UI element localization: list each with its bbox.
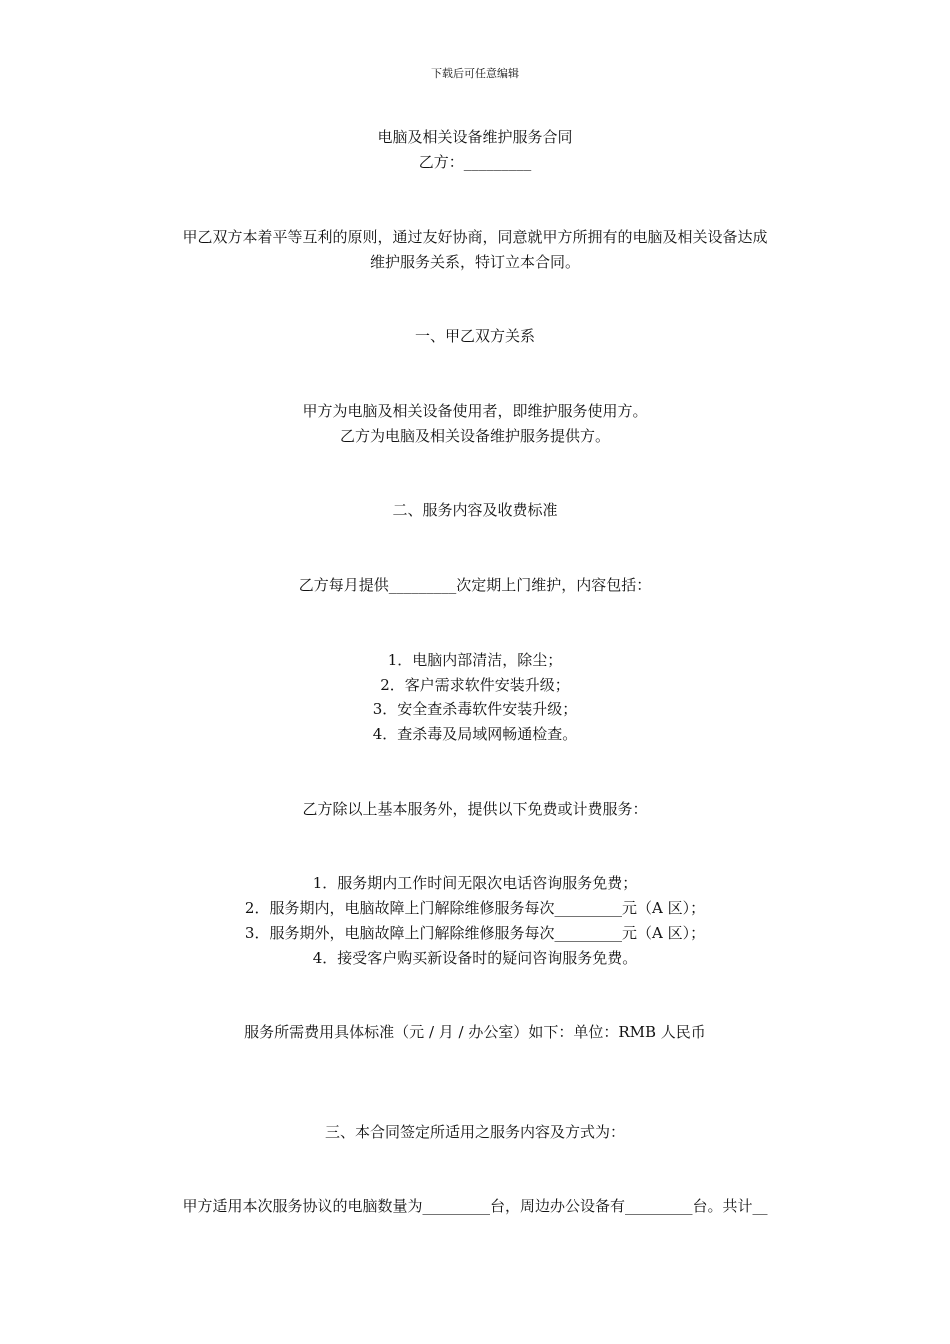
section2-heading: 二、服务内容及收费标准 — [392, 501, 558, 519]
fee-standard-line: 服务所需费用具体标准（元 / 月 / 办公室）如下：单位：RMB 人民币 — [244, 1023, 706, 1041]
party-b-line: 乙方：_________ — [418, 153, 532, 171]
maintenance-item-2: 2．客户需求软件安装升级； — [380, 676, 570, 694]
extra-item-2: 2．服务期内，电脑故障上门解除维修服务每次_________元（A 区）； — [244, 899, 706, 917]
maintenance-intro: 乙方每月提供_________次定期上门维护，内容包括： — [298, 576, 652, 594]
maintenance-item-3: 3．安全查杀毒软件安装升级； — [372, 700, 578, 718]
extra-services-intro: 乙方除以上基本服务外，提供以下免费或计费服务： — [302, 800, 648, 818]
section3-heading: 三、本合同签定所适用之服务内容及方式为： — [324, 1123, 625, 1141]
section1-heading: 一、甲乙双方关系 — [414, 327, 535, 345]
intro-line-2: 维护服务关系，特订立本合同。 — [369, 253, 580, 271]
extra-item-3: 3．服务期外，电脑故障上门解除维修服务每次_________元（A 区）； — [244, 924, 706, 942]
section1-line-2: 乙方为电脑及相关设备维护服务提供方。 — [339, 427, 610, 445]
page-header: 下载后可任意编辑 — [431, 67, 519, 80]
extra-item-4: 4．接受客户购买新设备时的疑问咨询服务免费。 — [312, 949, 638, 967]
section1-line-1: 甲方为电脑及相关设备使用者，即维护服务使用方。 — [302, 402, 648, 420]
extra-item-1: 1．服务期内工作时间无限次电话咨询服务免费； — [312, 874, 638, 892]
maintenance-item-1: 1．电脑内部清洁，除尘； — [387, 651, 563, 669]
intro-line-1: 甲乙双方本着平等互利的原则，通过友好协商，同意就甲方所拥有的电脑及相关设备达成 — [182, 228, 768, 246]
contract-title: 电脑及相关设备维护服务合同 — [377, 128, 573, 146]
section3-line: 甲方适用本次服务协议的电脑数量为_________台，周边办公设备有_________台。共计__ — [182, 1197, 768, 1215]
maintenance-item-4: 4．查杀毒及局域网畅通检查。 — [372, 725, 578, 743]
